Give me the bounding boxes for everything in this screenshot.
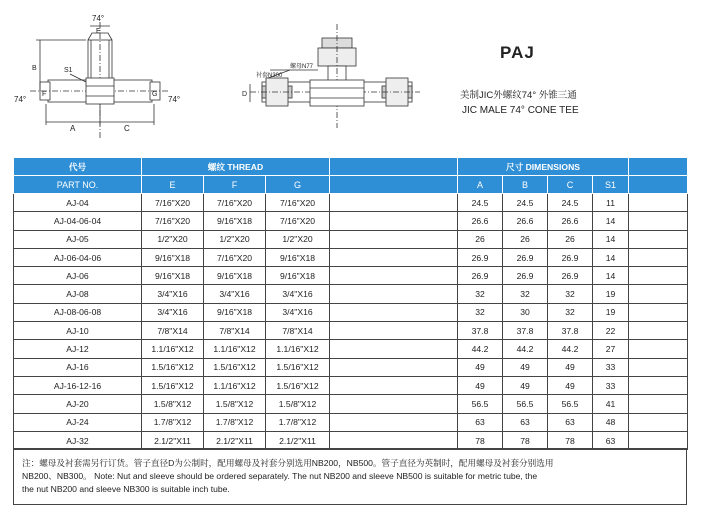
cell-dim-a: 44.2 (458, 340, 503, 358)
col-e-header: E (142, 176, 204, 194)
cell-dim-b: 63 (503, 413, 548, 431)
cell-spacer (330, 358, 458, 376)
cell-part-no: AJ-08 (14, 285, 142, 303)
cell-dim-c: 26 (548, 230, 593, 248)
cell-dim-b: 30 (503, 303, 548, 321)
cell-part-no: AJ-16 (14, 358, 142, 376)
cell-part-no: AJ-20 (14, 395, 142, 413)
col-f-header: F (204, 176, 266, 194)
table-row (14, 303, 688, 321)
cell-spacer (330, 248, 458, 266)
cell-spacer-right (629, 248, 688, 266)
cell-spacer (330, 376, 458, 394)
cell-thread-g: 1.5/8"X12 (266, 395, 330, 413)
cell-thread-f: 9/16"X18 (204, 267, 266, 285)
cell-thread-e: 9/16"X18 (142, 248, 204, 266)
cell-thread-e: 7/16"X20 (142, 194, 204, 212)
cell-dim-c: 26.9 (548, 267, 593, 285)
table-row (14, 413, 688, 431)
cell-thread-e: 7/16"X20 (142, 212, 204, 230)
cell-spacer (330, 230, 458, 248)
cell-dim-s1: 33 (593, 358, 629, 376)
col-c-header: C (548, 176, 593, 194)
cell-spacer-right (629, 376, 688, 394)
cell-dim-c: 32 (548, 303, 593, 321)
note-line-1: 注：螺母及衬套需另行订货。管子直径D为公制时，配用螺母及衬套分别选用NB200，NB500。管子直径为英制时，配用螺母及衬套分别选用 (22, 458, 554, 468)
cell-dim-b: 26.9 (503, 248, 548, 266)
cell-spacer-right (629, 395, 688, 413)
cell-dim-a: 37.8 (458, 322, 503, 340)
table-row (14, 248, 688, 266)
cell-spacer (330, 194, 458, 212)
cell-spacer-right (629, 230, 688, 248)
dim-d-label: D (242, 91, 248, 98)
cell-dim-a: 49 (458, 376, 503, 394)
cell-dim-s1: 48 (593, 413, 629, 431)
cell-dim-s1: 19 (593, 285, 629, 303)
cell-dim-s1: 19 (593, 303, 629, 321)
cell-dim-b: 26.9 (503, 267, 548, 285)
cell-dim-c: 49 (548, 358, 593, 376)
dim-c-label: C (124, 124, 130, 133)
cell-dim-c: 32 (548, 285, 593, 303)
cell-thread-g: 1.5/16"X12 (266, 358, 330, 376)
technical-drawings (0, 0, 440, 150)
cell-dim-b: 78 (503, 431, 548, 449)
table-row (14, 267, 688, 285)
header-code-cn: 代号 (14, 158, 142, 176)
table-row (14, 395, 688, 413)
nut-callout-label: 螺母N77 (290, 64, 314, 70)
cell-spacer-right (629, 303, 688, 321)
table-row (14, 431, 688, 449)
cell-dim-b: 49 (503, 376, 548, 394)
cell-dim-b: 44.2 (503, 340, 548, 358)
table-subheader-row (14, 176, 688, 194)
cell-part-no: AJ-08-06-08 (14, 303, 142, 321)
dim-e-label: E (96, 28, 101, 35)
cell-thread-g: 9/16"X18 (266, 267, 330, 285)
cell-spacer-right (629, 322, 688, 340)
dim-b-label: B (32, 65, 37, 72)
cell-thread-g: 9/16"X18 (266, 248, 330, 266)
cell-thread-f: 7/16"X20 (204, 248, 266, 266)
cell-spacer-right (629, 285, 688, 303)
cell-dim-s1: 22 (593, 322, 629, 340)
cell-dim-c: 37.8 (548, 322, 593, 340)
product-code: PAJ (500, 43, 535, 62)
cell-thread-e: 1.5/8"X12 (142, 395, 204, 413)
header-spacer-right (629, 158, 688, 176)
dim-a-label: A (70, 124, 76, 133)
dim-f-label: F (42, 91, 47, 98)
cell-part-no: AJ-32 (14, 431, 142, 449)
cell-thread-e: 3/4"X16 (142, 303, 204, 321)
spec-table (13, 157, 688, 450)
cell-dim-a: 26 (458, 230, 503, 248)
header-thread: 螺纹 THREAD (142, 158, 330, 176)
cell-thread-e: 1.5/16"X12 (142, 376, 204, 394)
sleeve-callout-label: 衬套N300 (256, 73, 283, 79)
angle-top-label: 74° (92, 14, 105, 23)
cell-spacer-right (629, 267, 688, 285)
table-row (14, 230, 688, 248)
cell-dim-b: 26.6 (503, 212, 548, 230)
table-row (14, 285, 688, 303)
header-spacer-right (629, 176, 688, 194)
cell-spacer-right (629, 340, 688, 358)
cell-thread-f: 1.5/16"X12 (204, 358, 266, 376)
header-code-en: PART NO. (14, 176, 142, 194)
cell-dim-s1: 11 (593, 194, 629, 212)
tee-drawing-left (30, 22, 170, 140)
cell-spacer-right (629, 194, 688, 212)
cell-thread-f: 1.7/8"X12 (204, 413, 266, 431)
cell-dim-c: 44.2 (548, 340, 593, 358)
header-dimensions: 尺寸 DIMENSIONS (458, 158, 629, 176)
product-title-en: JIC MALE 74° CONE TEE (462, 105, 579, 116)
cell-dim-s1: 14 (593, 267, 629, 285)
cell-dim-c: 78 (548, 431, 593, 449)
cell-part-no: AJ-12 (14, 340, 142, 358)
cell-dim-a: 56.5 (458, 395, 503, 413)
cell-thread-g: 3/4"X16 (266, 303, 330, 321)
cell-dim-c: 26.6 (548, 212, 593, 230)
cell-dim-a: 24.5 (458, 194, 503, 212)
table-row (14, 340, 688, 358)
cell-thread-g: 3/4"X16 (266, 285, 330, 303)
cell-spacer (330, 267, 458, 285)
cell-thread-g: 1/2"X20 (266, 230, 330, 248)
cell-dim-c: 56.5 (548, 395, 593, 413)
cell-thread-f: 9/16"X18 (204, 212, 266, 230)
cell-dim-b: 26 (503, 230, 548, 248)
cell-part-no: AJ-10 (14, 322, 142, 340)
cell-spacer (330, 340, 458, 358)
cell-thread-f: 3/4"X16 (204, 285, 266, 303)
cell-part-no: AJ-06 (14, 267, 142, 285)
dim-s1-label: S1 (64, 67, 73, 74)
cell-spacer-right (629, 358, 688, 376)
cell-dim-a: 26.6 (458, 212, 503, 230)
table-header-row (14, 158, 688, 176)
cell-thread-g: 1.7/8"X12 (266, 413, 330, 431)
table-row (14, 194, 688, 212)
cell-dim-s1: 14 (593, 248, 629, 266)
cell-thread-f: 7/8"X14 (204, 322, 266, 340)
cell-dim-s1: 41 (593, 395, 629, 413)
cell-thread-g: 2.1/2"X11 (266, 431, 330, 449)
cell-thread-e: 7/8"X14 (142, 322, 204, 340)
cell-thread-e: 1/2"X20 (142, 230, 204, 248)
cell-dim-b: 24.5 (503, 194, 548, 212)
cell-thread-f: 1.1/16"X12 (204, 376, 266, 394)
cell-dim-s1: 63 (593, 431, 629, 449)
col-a-header: A (458, 176, 503, 194)
note-line-2: NB200、NB300。 Note: Nut and sleeve should be ordered separately. The nut NB200 and sleeve NB500 is suitable for metric tube, the (22, 471, 538, 481)
cell-spacer (330, 303, 458, 321)
header-spacer (330, 176, 458, 194)
cell-thread-g: 7/16"X20 (266, 212, 330, 230)
cell-thread-f: 1.1/16"X12 (204, 340, 266, 358)
cell-thread-f: 1.5/8"X12 (204, 395, 266, 413)
cell-thread-f: 1/2"X20 (204, 230, 266, 248)
cell-dim-s1: 27 (593, 340, 629, 358)
cell-dim-a: 26.9 (458, 248, 503, 266)
cell-thread-g: 7/16"X20 (266, 194, 330, 212)
cell-dim-a: 49 (458, 358, 503, 376)
cell-dim-b: 49 (503, 358, 548, 376)
cell-thread-f: 9/16"X18 (204, 303, 266, 321)
col-g-header: G (266, 176, 330, 194)
cell-dim-a: 32 (458, 285, 503, 303)
cell-dim-c: 49 (548, 376, 593, 394)
cell-dim-a: 63 (458, 413, 503, 431)
cell-thread-e: 1.7/8"X12 (142, 413, 204, 431)
cell-dim-s1: 14 (593, 212, 629, 230)
dim-g-label: G (152, 91, 158, 98)
col-b-header: B (503, 176, 548, 194)
table-row (14, 322, 688, 340)
cell-part-no: AJ-05 (14, 230, 142, 248)
angle-right-label: 74° (168, 95, 181, 104)
cell-dim-a: 78 (458, 431, 503, 449)
cell-spacer (330, 413, 458, 431)
cell-part-no: AJ-04-06-04 (14, 212, 142, 230)
cell-dim-c: 26.9 (548, 248, 593, 266)
cell-thread-e: 1.5/16"X12 (142, 358, 204, 376)
table-row (14, 212, 688, 230)
col-s1-header: S1 (593, 176, 629, 194)
product-title-cn: 美制JIC外螺纹74° 外锥三通 (460, 90, 577, 101)
header-spacer (330, 158, 458, 176)
cell-thread-f: 2.1/2"X11 (204, 431, 266, 449)
cell-dim-s1: 14 (593, 230, 629, 248)
cell-thread-e: 3/4"X16 (142, 285, 204, 303)
cell-thread-g: 1.5/16"X12 (266, 376, 330, 394)
cell-thread-g: 1.1/16"X12 (266, 340, 330, 358)
cell-spacer-right (629, 212, 688, 230)
cell-part-no: AJ-24 (14, 413, 142, 431)
cell-dim-c: 24.5 (548, 194, 593, 212)
table-row (14, 376, 688, 394)
cell-thread-g: 7/8"X14 (266, 322, 330, 340)
cell-part-no: AJ-04 (14, 194, 142, 212)
cell-dim-b: 32 (503, 285, 548, 303)
cell-thread-e: 9/16"X18 (142, 267, 204, 285)
cell-spacer (330, 322, 458, 340)
angle-left-label: 74° (14, 95, 27, 104)
table-row (14, 358, 688, 376)
cell-spacer (330, 431, 458, 449)
cell-thread-e: 1.1/16"X12 (142, 340, 204, 358)
cell-spacer-right (629, 413, 688, 431)
footnote (13, 448, 687, 505)
cell-dim-b: 56.5 (503, 395, 548, 413)
note-line-3: the nut NB200 and sleeve NB300 is suitable inch tube. (22, 484, 230, 494)
cell-dim-s1: 33 (593, 376, 629, 394)
cell-dim-b: 37.8 (503, 322, 548, 340)
cell-part-no: AJ-16-12-16 (14, 376, 142, 394)
cell-spacer (330, 395, 458, 413)
cell-dim-a: 26.9 (458, 267, 503, 285)
cell-spacer (330, 212, 458, 230)
cell-dim-a: 32 (458, 303, 503, 321)
cell-spacer (330, 285, 458, 303)
cell-thread-f: 7/16"X20 (204, 194, 266, 212)
cell-spacer-right (629, 431, 688, 449)
cell-thread-e: 2.1/2"X11 (142, 431, 204, 449)
cell-dim-c: 63 (548, 413, 593, 431)
cell-part-no: AJ-06-04-06 (14, 248, 142, 266)
